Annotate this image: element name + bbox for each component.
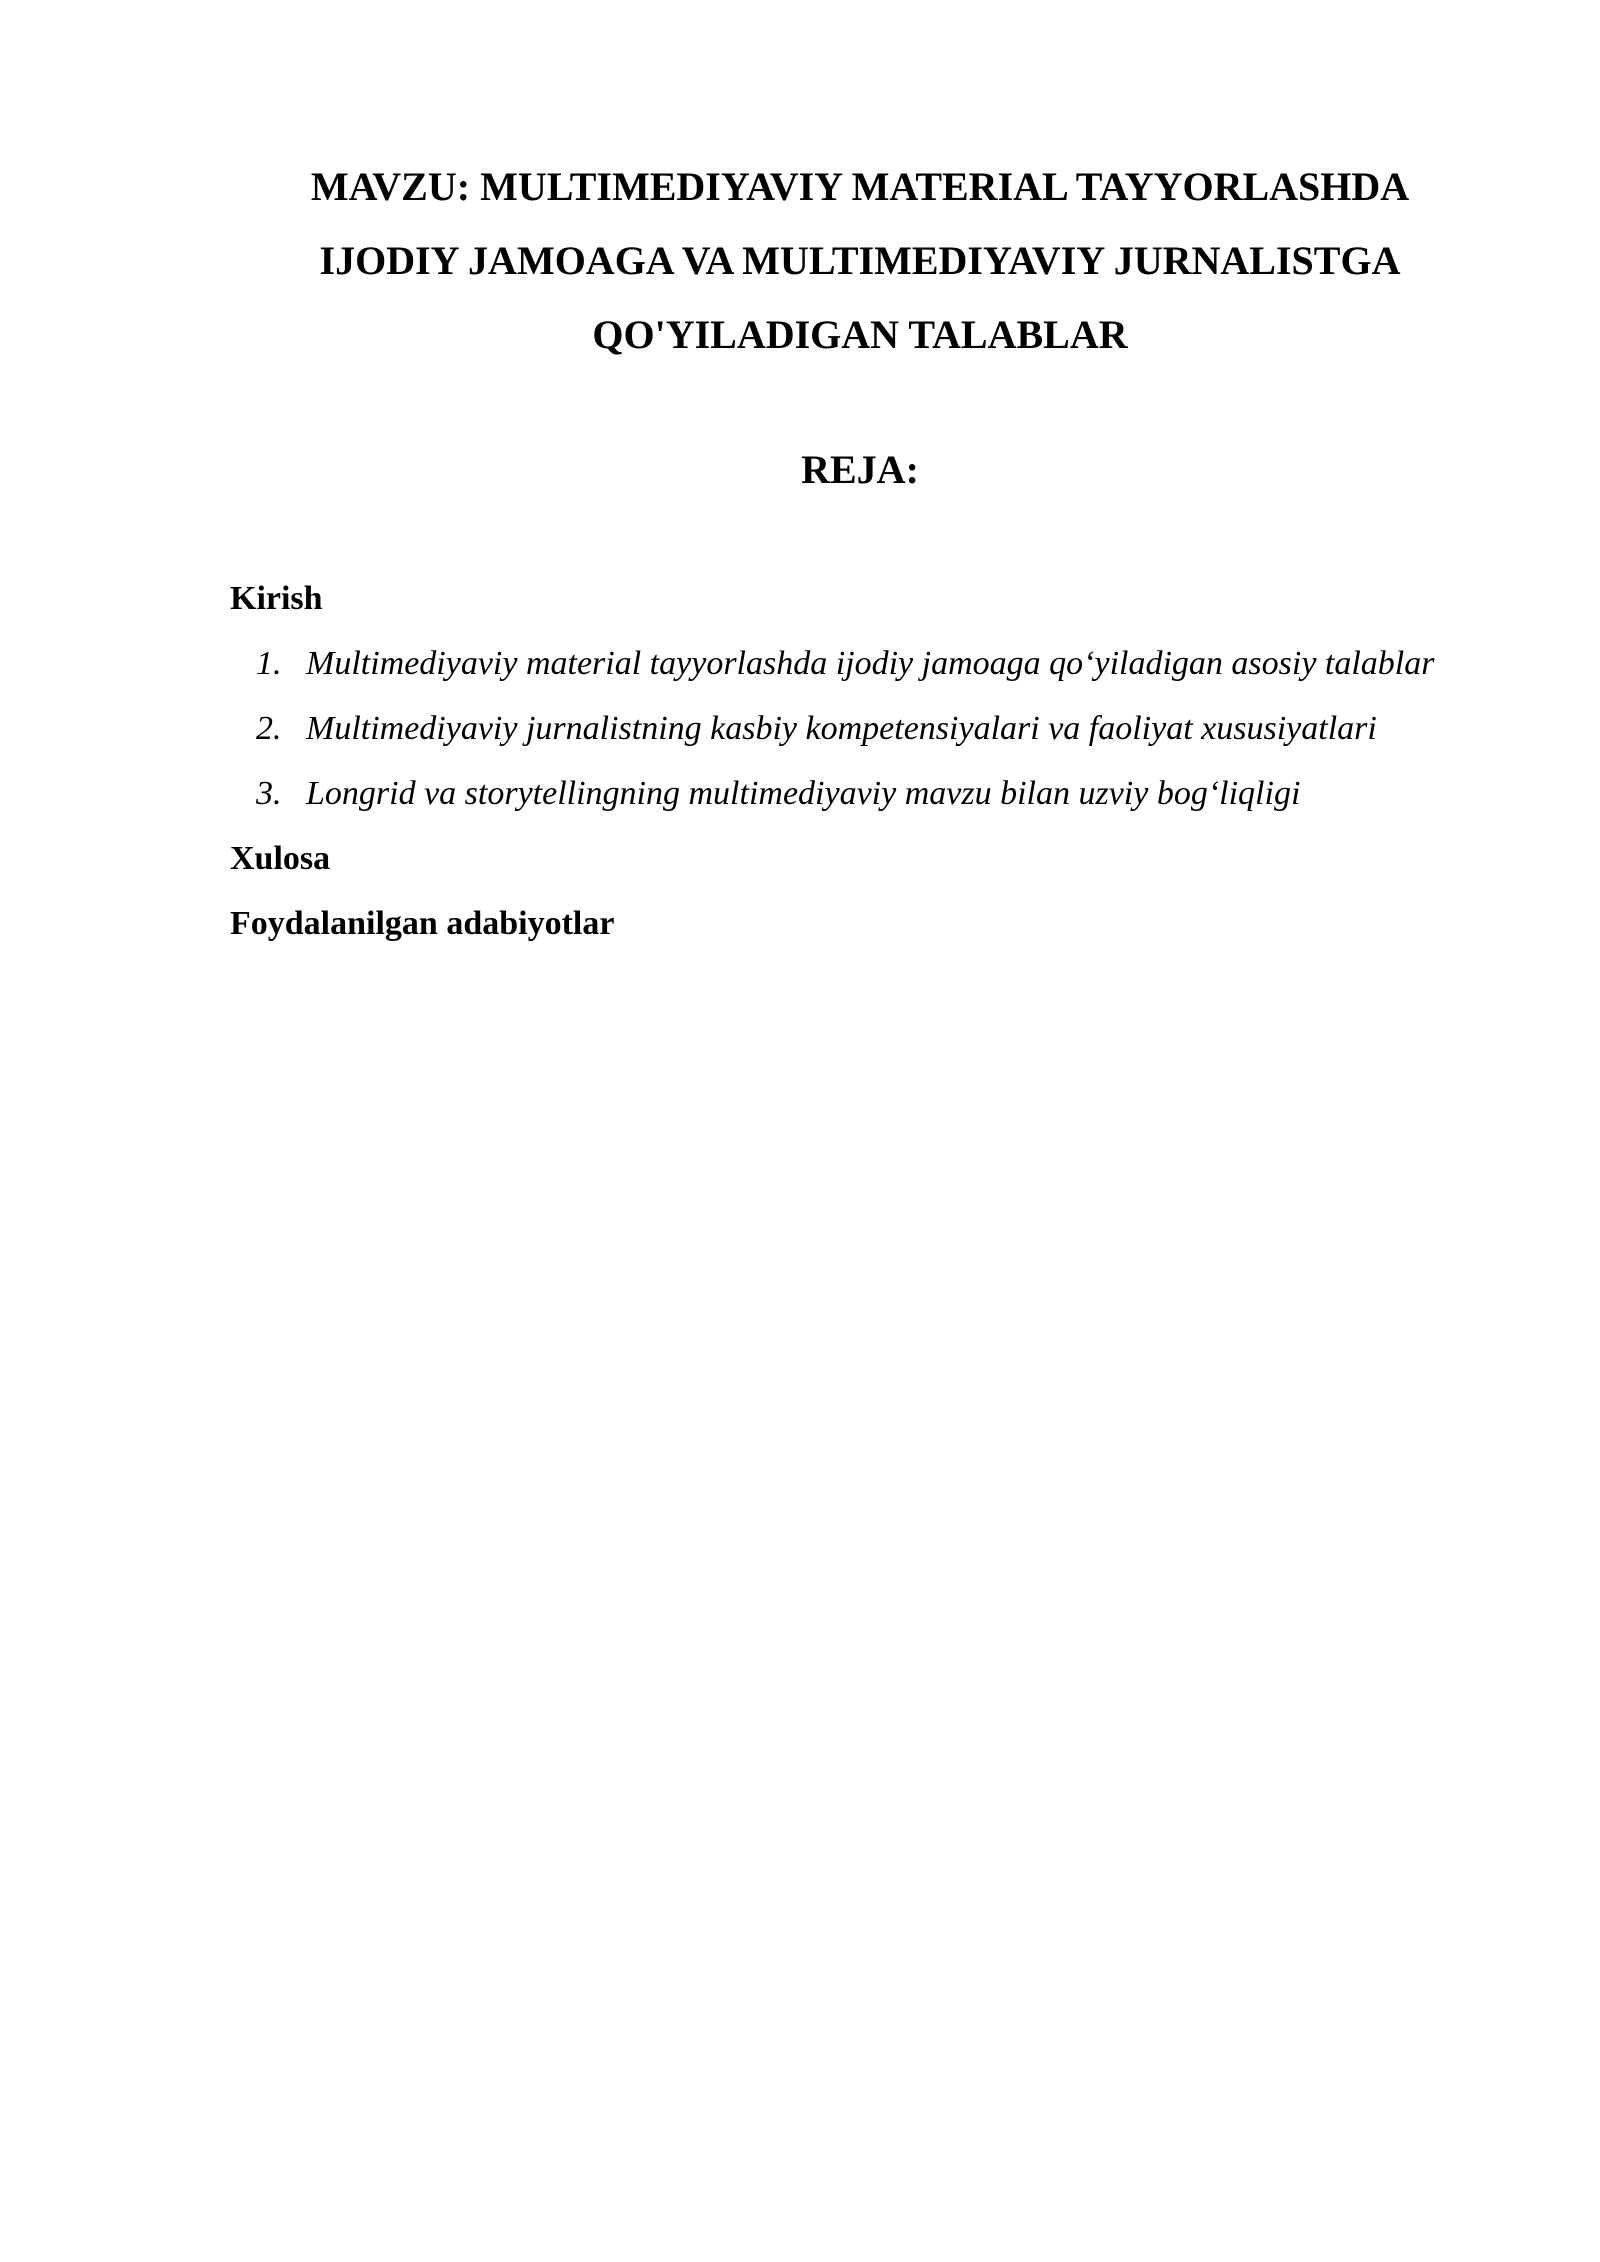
title-line: QO'YILADIGAN TALABLAR [592, 312, 1128, 357]
plan-item [230, 696, 1494, 761]
plan-outline [230, 566, 1494, 956]
plan-item-text: Multimediyaviy jurnalistning kasbiy kompetensiyalari va faoliyat xususiyatlari [306, 710, 1377, 747]
plan-item [230, 631, 1494, 696]
intro-heading: Kirish [230, 580, 323, 617]
plan-item-text: Longrid va storytellingning multimediyaviy mavzu bilan uzviy bog‘liqligi [306, 775, 1301, 812]
plan-item [230, 761, 1494, 826]
plan-item-text: Multimediyaviy material tayyorlashda ijodiy jamoaga qo‘yiladigan asosiy talablar [306, 645, 1435, 682]
plan-item-number: 1. [256, 645, 282, 682]
references-heading: Foydalanilgan adabiyotlar [230, 905, 615, 942]
plan-item-number: 3. [256, 775, 282, 812]
title-line: IJODIY JAMOAGA VA MULTIMEDIYAVIY JURNALISTGA [319, 238, 1401, 283]
conclusion-heading: Xulosa [230, 840, 331, 877]
document-title [230, 150, 1490, 372]
plan-item-number: 2. [256, 710, 282, 747]
plan-list [230, 631, 1494, 826]
plan-heading: REJA: [801, 447, 919, 492]
title-line: MAVZU: MULTIMEDIYAVIY MATERIAL TAYYORLASHDA [310, 164, 1410, 209]
